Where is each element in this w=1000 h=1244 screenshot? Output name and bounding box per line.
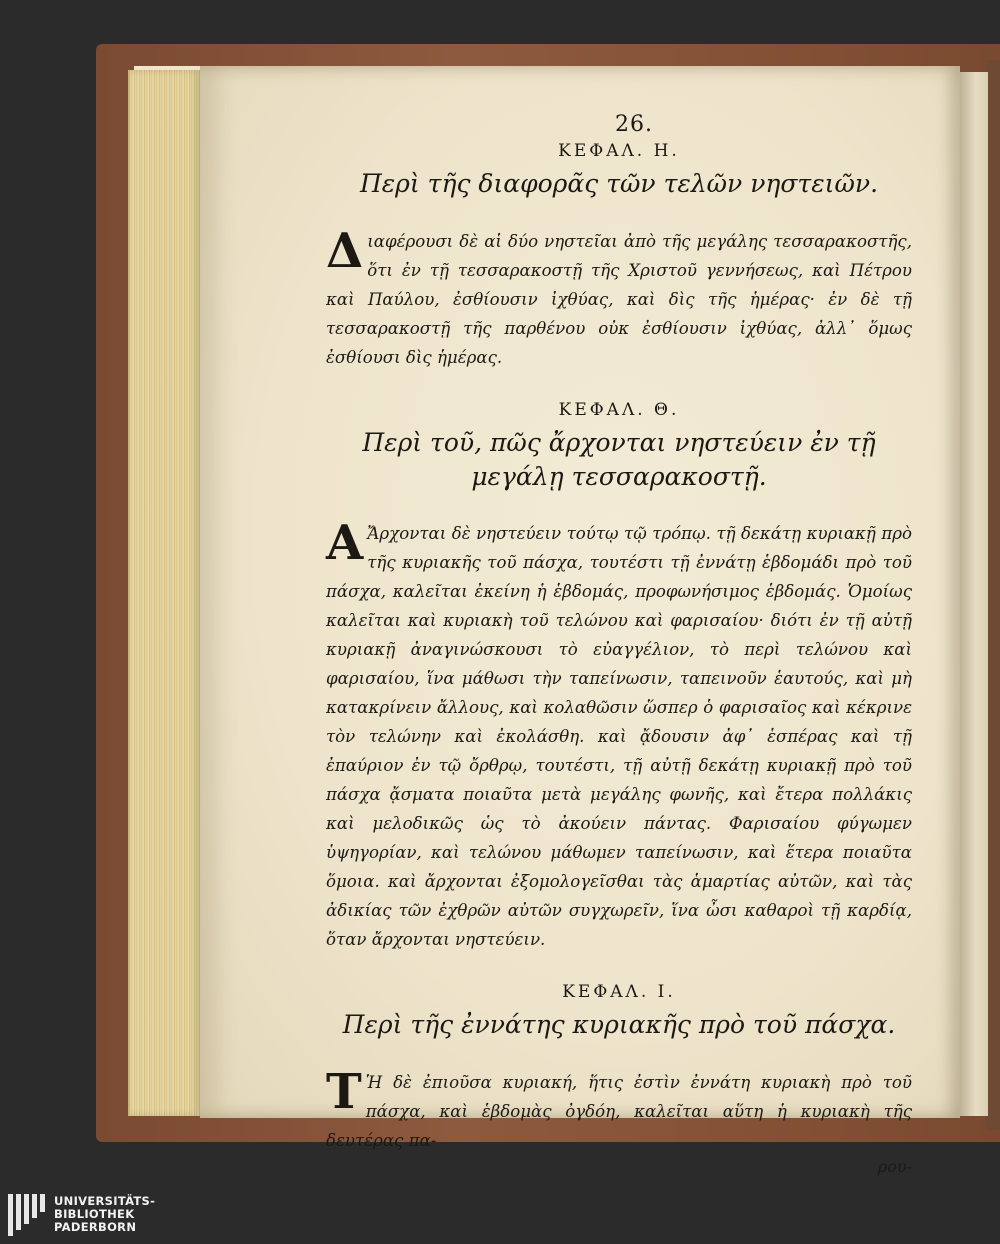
chapter-text-8 <box>326 222 912 372</box>
facing-page-edge <box>958 72 988 1116</box>
chapter-heading-8: ΚΕΦΑΛ. Η. <box>558 141 680 161</box>
book-page <box>200 66 960 1176</box>
drop-capital: Α <box>326 515 364 572</box>
page-block-edge <box>128 70 202 1116</box>
paragraph-body: Ἡ δὲ ἐπιοῦσα κυριακή, ἥτις ἐστὶν ἐννάτη κυριακὴ πρὸ τοῦ πάσχα, καὶ ἑβδομὰς ὀγδόη, καλεῖται αὕτη ἡ κυριακὴ τῆς δευτέρας πα- <box>326 1073 912 1150</box>
book-cover-right <box>986 60 1000 1130</box>
chapter-heading-9: ΚΕΦΑΛ. Θ. <box>558 399 680 420</box>
chapter-title-9: Περὶ τοῦ, πῶς ἄρχονται νηστεύειν ἐν τῇ μεγάλῃ τεσσαρακοστῇ. <box>362 427 876 491</box>
drop-capital: Τ <box>326 1064 362 1120</box>
library-logo <box>8 1194 268 1238</box>
library-logo-text: UNIVERSITÄTS- BIBLIOTHEK PADERBORN <box>54 1194 156 1234</box>
page-content <box>326 112 912 1176</box>
chapter-text-10 <box>326 1064 912 1155</box>
drop-capital: Δ <box>326 222 364 279</box>
paragraph-body: Ἄρχονται δὲ νηστεύειν τούτῳ τῷ τρόπῳ. τῇ δεκάτῃ κυριακῇ πρὸ τῆς κυριακῆς τοῦ πάσχα, τουτέστι τῇ ἐννάτῃ ἑβδομάδι πρὸ τοῦ πάσχα, καλεῖται ἐκείνη ἡ ἑβδομάς, προφωνήσιμος ἑβδομάς. Ὁμοίως καλεῖται καὶ κυριακὴ τοῦ τελώνου καὶ φαρισαίου· διότι ἐν τῇ αὐτῇ κυριακῇ ἀναγινώσκουσι τὸ εὐαγγέλιον, τὸ περὶ τελώνου καὶ φαρισαίου, ἵνα μάθωσι τὴν ταπείνωσιν, ταπεινοῦν ἑαυτούς, καὶ μὴ κατακρίνειν ἄλλους, καὶ κολαθῶσιν ὥσπερ ὁ φαρισαῖος καὶ κέκρινε τὸν τελώνην καὶ ἐκολάσθη. καὶ ᾄδουσιν ἀφ᾽ ἑσπέρας καὶ τῇ ἐπαύριον ἐν τῷ ὄρθρῳ, τουτέστι, τῇ αὐτῇ δεκάτῃ κυριακῇ πρὸ τοῦ πάσχα ᾄσματα ποιαῦτα μετὰ μεγάλης φωνῆς, καὶ ἔτερα πολλάκις καὶ μελοδικῶς ὡς τὸ ἀκούειν πάντας. Φαρισαίου φύγωμεν ὑψηγορίαν, καὶ τελώνου μάθωμεν ταπείνωσιν, καὶ ἕτερα ποιαῦτα ὅμοια. καὶ ἄρχονται ἐξομολογεῖσθαι τὰς ἁμαρτίας αὐτῶν, καὶ τὰς ἀδικίας τῶν ἐχθρῶν αὐτῶν συγχωρεῖν, ἵνα ὦσι καθαροὶ τῇ καρδίᾳ, ὅταν ἄρχονται νηστεύειν. <box>326 524 912 950</box>
library-logo-icon <box>8 1194 46 1236</box>
page-number: 26. <box>615 112 653 137</box>
catchword: ρου- <box>877 1157 912 1176</box>
chapter-title-10: Περὶ τῆς ἐννάτης κυριακῆς πρὸ τοῦ πάσχα. <box>342 1010 896 1040</box>
chapter-heading-10: ΚΕΦΑΛ. Ι. <box>562 982 676 1003</box>
paragraph-body: ιαφέρουσι δὲ αἱ δύο νηστεῖαι ἀπὸ τῆς μεγάλης τεσσαρακοστῆς, ὅτι ἐν τῇ τεσσαρακοστῇ τῆς Χριστοῦ γεννήσεως, καὶ Πέτρου καὶ Παύλου, ἐσθίουσιν ἰχθύας, καὶ δὶς τῆς ἡμέρας· ἐν δὲ τῇ τεσσαρακοστῇ τῆς παρθένου οὐκ ἐσθίουσιν ἰχθύας, ἀλλ᾽ ὅμως ἐσθίουσι δὶς ἡμέρας. <box>326 231 912 367</box>
chapter-title-8: Περὶ τῆς διαφορᾶς τῶν τελῶν νηστειῶν. <box>359 169 879 198</box>
chapter-text-9 <box>326 515 912 954</box>
